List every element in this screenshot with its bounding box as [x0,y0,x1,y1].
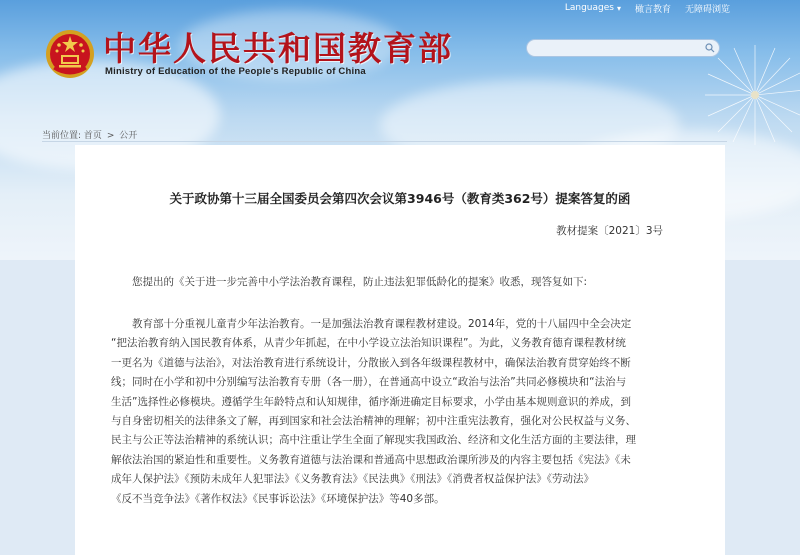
document-number: 教材提案〔2021〕3号 [556,225,663,237]
languages-label: Languages [564,3,614,13]
body-paragraph [111,315,681,509]
languages-dropdown[interactable] [565,3,621,13]
accessible-browse-link[interactable]: 无障碍浏览 [684,4,730,15]
body-line: “把法治教育纳入国民教育体系，从青少年抓起，在中小学设立法治知识课程”。为此，义务教育德育课程教材统 [111,337,626,350]
body-line: 线；同时在小学和初中分别编写法治教育专册（各一册），在普通高中设立“政治与法治”共同必修模块和“法治与 [111,376,627,389]
body-line: 民主与公正等法治精神的系统认识；高中注重让学生全面了解现实我国政治、经济和文化生活方面的主要法律，理 [111,434,636,447]
salutation-paragraph: 您提出的《关于进一步完善中小学法治教育课程，防止违法犯罪低龄化的提案》收悉，现答复如下: [132,276,588,288]
national-emblem-icon[interactable] [44,28,96,80]
breadcrumb-separator: > [106,131,115,141]
breadcrumb-public[interactable]: 公开 [119,131,138,141]
body-line: 教育部十分重视儿童青少年法治教育。一是加强法治教育课程教材建设。2014年，党的十八届四中全会决定 [132,318,632,330]
search-box [526,39,720,57]
site-title-chinese[interactable]: 中华人民共和国教育部 [103,29,453,68]
body-line: 与自身密切相关的法律条文了解，再到国家和社会法治精神的理解；初中注重宪法教育，强化对公民权益与义务、 [111,415,636,428]
utility-bar [565,0,800,16]
body-line: 《反不当竞争法》《著作权法》《民事诉讼法》《环境保护法》等40多部。 [111,492,445,505]
caret-down-icon: ▾ [616,3,621,13]
breadcrumb [42,128,137,141]
body-line: 一更名为《道德与法治》，对法治教育进行系统设计，分散嵌入到各年级课程教材中，确保法治教育贯穿始终不断 [111,356,631,369]
dandelion-decoration [700,40,800,150]
body-line: 成年人保护法》《预防未成年人犯罪法》《义务教育法》《民法典》《刑法》《消费者权益保护法》《劳动法》 [111,473,594,486]
breadcrumb-prefix: 当前位置: [42,131,82,141]
breadcrumb-home[interactable]: 首页 [83,131,102,141]
body-line: 生活”选择性必修模块。遵循学生年龄特点和认知规律，循序渐进确定目标要求，小学由基本规则意识的养成，到 [111,395,631,408]
body-line: 解依法治国的紧迫性和重要性。义务教育道德与法治课和普通高中思想政治课所涉及的内容主要包括《宪法》《未 [111,453,631,466]
article-panel [75,145,725,555]
site-title-english: Ministry of Education of the People's Republic of China [105,66,366,77]
breadcrumb-divider [42,141,727,142]
document-title: 关于政协第十三届全国委员会第四次会议第3946号（教育类362号）提案答复的函 [169,191,631,206]
simplified-link[interactable]: 橄言教育 [634,4,671,15]
search-icon[interactable] [701,41,719,55]
search-input[interactable] [535,40,701,56]
